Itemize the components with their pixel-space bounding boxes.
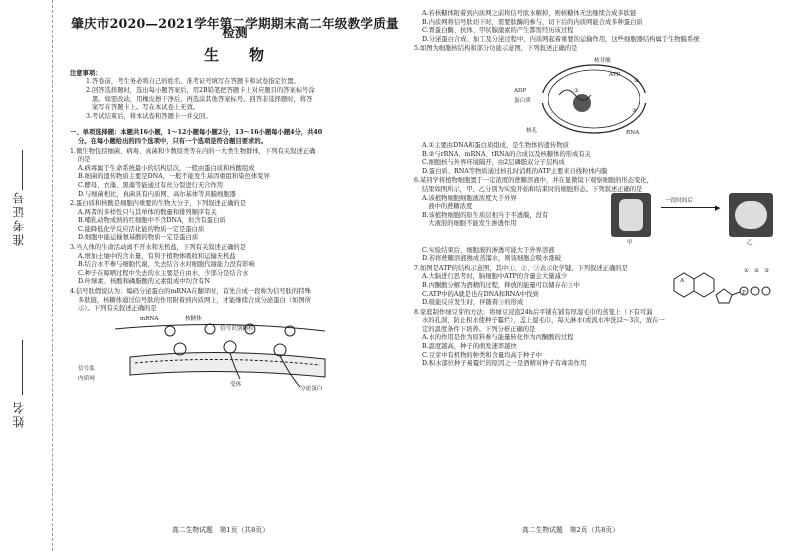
option: B.哺乳动物成熟的红细胞中不含DNA，但含有蛋白质: [78, 217, 226, 225]
fig-label: ②: [634, 77, 640, 84]
question-stem: 5.如图为细胞核结构和部分功能示意图，下列叙述正确的是: [414, 45, 578, 53]
option: B.丙酮酸分解为酒精的过程，释放的能量可以储存在③中: [422, 281, 580, 289]
option: A.增加土壤中的含水量，有利于植物体吸收和运输无机盐: [78, 252, 236, 260]
notice-item: 1.答卷前，考生务必将自己的姓名、准考证号填写在答题卡和试卷指定位置。: [86, 78, 300, 86]
option: C.胃蛋白酶、抗体、甲状腺激素的产生都需经历该过程: [422, 27, 574, 35]
fig-label: ADP: [514, 87, 527, 94]
question-stem: 4.信号肽假说认为：编码分泌蛋白的mRNA在翻译时，首先合成一段称为信号肽的特殊: [70, 288, 311, 296]
notice-item: 3.考试结束后，将本试卷和答题卡一并交回。: [86, 112, 212, 120]
exam-title: 肇庆市2020—2021学年第二学期期末高二年级教学质量检测: [71, 16, 399, 40]
notice-title: 注意事项：: [70, 69, 102, 77]
option: 液中的蔗糖浓度: [422, 203, 473, 211]
fig-label: ③: [632, 107, 638, 114]
fig-label: ②: [754, 268, 760, 275]
option: D.细胞中能运输氨基酸的物质一定是蛋白质: [78, 234, 199, 242]
fig-label: ATP: [609, 71, 621, 78]
option: D.分泌蛋白合成、加工及分泌过程中，内质网起着重要的运输作用，这些细胞器结构属于生物膜系统: [422, 35, 700, 43]
option: C.实验结束后，细胞液的渗透可能大于外界溶液: [422, 246, 555, 254]
option: B.②与rRNA、mRNA、tRNA的合成以及核糖体的形成有关: [422, 150, 591, 158]
option: A.若核糖体附着到内质网之前将信号肽水解掉，则核糖体无法继续合成多肽链: [422, 10, 637, 17]
fig-label: 分泌蛋白: [300, 385, 323, 392]
option: A.水的作用是作为原料参与能量转化作为丙酮酸的过程: [422, 334, 574, 342]
fig-label: A: [680, 278, 685, 285]
section-heading: 分。在每小题给出的四个选项中，只有一个选项是符合题目要求的。: [78, 137, 267, 145]
fig-caption: 一段时间后: [665, 197, 693, 204]
option: A.病毒属于生命系统最小的结构层次，一般由蛋白质和核酸组成: [78, 164, 255, 172]
question-stem: 结果如图所示，甲、乙分别为实验开始和结束时的细胞形态。下列叙述正确的是: [422, 185, 643, 193]
fig-label: P: [742, 290, 746, 297]
plasmolysis-figure: ▶ 一段时间后 甲 乙: [609, 191, 779, 247]
option: A.①主要由DNA和蛋白质组成，是生物体的遗传物质: [422, 141, 569, 149]
option: C.细胞核与外界环境隔开，由2层磷脂双分子层构成: [422, 159, 565, 167]
question-stem: 1.微生物包括细菌、病毒、真菌和少数原类等在内的一大类生物群体，下列有关叙述正确: [70, 147, 316, 155]
option: D.蛋白质、RNA等物质通过核孔时消耗的ATP主要来自线粒体内膜: [422, 167, 608, 175]
question-stem: 定的温度条件下培养。下列分析正确的是: [422, 325, 536, 333]
option: D.积水部位种子易霉烂的原因之一是酒精对种子有毒害作用: [422, 360, 587, 368]
section-heading: 一、单项选择题：本题共16小题，1～12小题每小题2分，13～16小题每小题4分，共40: [70, 129, 323, 137]
option: D.若将蔗糖溶液换成蒸馏水，则该细胞会吸水涨破: [422, 255, 562, 263]
subject-title: 生物: [203, 46, 294, 65]
name-label: 姓名: [12, 400, 26, 428]
option: 大液泡的细胞不能发生渗透作用: [422, 220, 517, 228]
question-stem: 的是: [78, 156, 91, 164]
option: B.温度越高，种子的萌发速率越快: [422, 343, 517, 351]
option: D.吸能反应发生时，伴随着③的形成: [422, 299, 524, 307]
question-stem: 示）。下列有关叙述正确的是: [78, 305, 157, 313]
option: B.结合水不参与细胞代谢，失去结合水对细胞代谢能力没有影响: [78, 261, 255, 269]
page-1: [70, 10, 400, 398]
cell-a-image: [611, 193, 651, 237]
option: C.豆芽中有机物的种类和含量均高于种子中: [422, 351, 542, 359]
page-2: [414, 10, 786, 369]
fig-label: 核糖体: [185, 315, 202, 322]
option: A.两者的多样性只与其单体的数量和排列顺序有关: [78, 208, 217, 216]
page-footer: 高二生物试题 第2页（共8页）: [522, 526, 620, 534]
question-stem: 6.某同学将植物细胞置于一定浓度的蔗糖溶液中，并在显微镜下观察细胞的形态变化，: [414, 177, 653, 185]
question-stem: 7.如图是ATP的结构示意图，其中①、②、③表示化学键。下列叙述正确的是: [414, 264, 628, 272]
fig-label: 核苷酸: [594, 57, 611, 64]
option: B.内质网将信号肽切下时，需要肽酶的参与，切下后的内质网能合成多种蛋白质: [422, 18, 643, 26]
fig-label: ①: [574, 87, 580, 94]
option: C.酵母、衣藻、黑藻等能通过有丝分裂进行无合作用: [78, 181, 224, 189]
nucleus-diagram: [524, 57, 664, 139]
fig-label: 甲: [627, 239, 633, 246]
fig-label: 信号识别颗粒: [220, 325, 254, 332]
option: A.大脑进行思考时，脑细胞中ATP的含量会大量减少: [422, 273, 568, 281]
option: D.叶绿素、核酸和磷脂酸的元素组成中均含有N: [78, 278, 210, 286]
nucleus-figure: [414, 57, 786, 139]
cell-b-image: [729, 193, 773, 237]
option: D.与细菌相比，真菌具有内质网、高尔基体等具膜细胞器: [78, 190, 236, 198]
question-stem: 3.当人体的生命活动离不开水和无机盐，下列有关叙述正确的是: [70, 244, 247, 252]
fig-label: 乙: [747, 239, 753, 246]
option: B.该植物细胞的原生质层相当于半透膜，没有: [422, 211, 549, 219]
question-stem: 2.蛋白质和核酸是细胞内重要的生物大分子，下列叙述正确的是: [70, 200, 247, 208]
fig-label: 核孔: [526, 127, 538, 134]
option: C.种子在晾晒过程中失去的水主要是自由水，少部分是结合水: [78, 269, 249, 277]
q6-block: [414, 195, 786, 247]
question-stem: 8.家庭制作绿豆芽的方法：将绿豆浸泡24h后平铺在铺有厚湿毛巾的蒸笼上（下有可漏: [414, 308, 653, 316]
fig-label: ①: [744, 268, 750, 275]
signal-peptide-figure: [70, 317, 400, 395]
option: B.细菌的遗传物质主要是DNA，一般不能发生基因重组和染色体变异: [78, 173, 270, 181]
notice-item: 黑。如需改动，用橡皮擦干净后，再选涂其他答案标号。回答非选择题时，将答: [92, 95, 313, 103]
question-stem: 多肽链，核糖体通过信号肽的作用附着到内质网上，才能继续合成分泌蛋白（如图所: [78, 296, 311, 304]
fig-label: RNA: [626, 129, 640, 136]
page-footer: 高二生物试题 第1页（共8页）: [172, 526, 270, 534]
fig-label: 受体: [230, 381, 242, 388]
notice-item: 2.回答选择题时，选出每小题答案后，用2B铅笔把答题卡上对应题目的答案标号涂: [86, 86, 315, 94]
binding-line: [22, 150, 23, 190]
fig-label: 蛋白质: [514, 97, 531, 104]
fig-label: 信号肽: [78, 365, 95, 372]
option: C.能降低化学反应活化能的物质一定是蛋白质: [78, 225, 205, 233]
question-stem: 水的孔洞，防止积水使种子霉烂），盖上湿毛巾，每天淋水(或流水冲洗)2～3次，放在一: [422, 317, 665, 325]
fig-label: 内质网: [78, 375, 95, 382]
exam-no-label: 准考证号: [12, 190, 26, 246]
binding-line: [22, 340, 23, 395]
option: C.ATP中的A就是也在DNA和RNA中找到: [422, 290, 539, 298]
binding-margin: [0, 0, 53, 551]
notice-item: 案写在答题卡上。写在本试卷上无效。: [92, 104, 200, 112]
option: A.该植物细胞细胞液浓度大于外界: [422, 194, 517, 202]
fig-label: mRNA: [140, 315, 159, 322]
fig-label: ③: [764, 268, 770, 275]
